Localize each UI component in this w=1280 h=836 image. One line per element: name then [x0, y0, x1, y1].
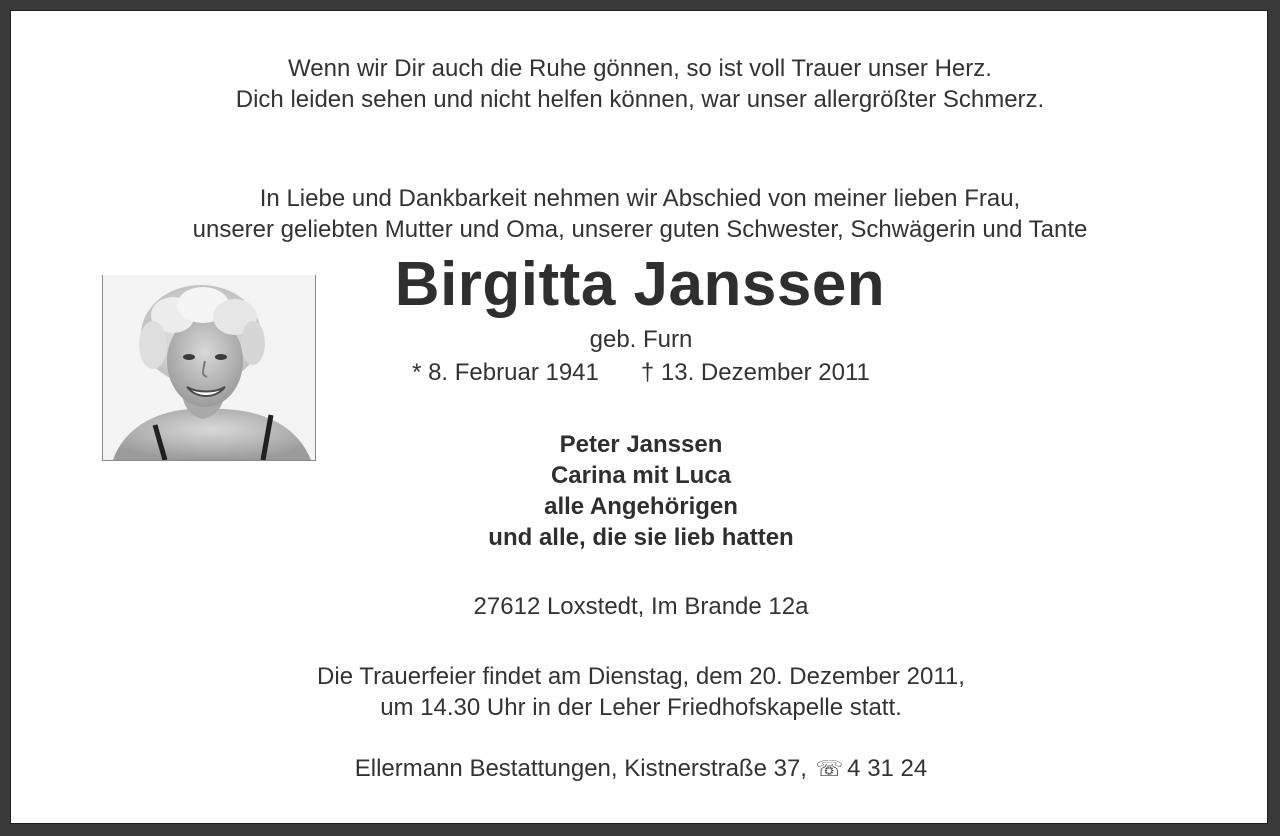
- mourner-1: Peter Janssen: [559, 431, 723, 458]
- obituary-notice: [10, 10, 1268, 824]
- portrait-photo: [102, 275, 316, 461]
- address-line: 27612 Loxstedt, Im Brande 12a: [473, 593, 809, 620]
- opening-verse: [11, 53, 1269, 115]
- intro-line-1: In Liebe und Dankbarkeit nehmen wir Abschied von meiner lieben Frau,: [259, 185, 1021, 212]
- mourner-2: Carina mit Luca: [550, 462, 732, 489]
- funeral-ceremony-info: [211, 661, 1071, 723]
- mourners-list: [311, 429, 971, 553]
- undertaker-info: [211, 753, 1071, 784]
- farewell-intro: [11, 183, 1269, 245]
- undertaker-text: Ellermann Bestattungen, Kistnerstraße 37,: [354, 755, 807, 782]
- death-date: † 13. Dezember 2011: [640, 359, 870, 386]
- mourner-4: und alle, die sie lieb hatten: [488, 524, 794, 551]
- ceremony-line-2: um 14.30 Uhr in der Leher Friedhofskapelle statt.: [380, 694, 902, 721]
- ceremony-line-1: Die Trauerfeier findet am Dienstag, dem 20. Dezember 2011,: [317, 663, 965, 690]
- undertaker-line: [211, 753, 1071, 784]
- verse-line-2: Dich leiden sehen und nicht helfen können, war unser allergrößter Schmerz.: [235, 86, 1045, 113]
- deceased-name: Birgitta Janssen: [394, 250, 886, 319]
- verse-line-1: Wenn wir Dir auch die Ruhe gönnen, so ist voll Trauer unser Herz.: [288, 55, 992, 82]
- undertaker-phone: 4 31 24: [847, 755, 928, 782]
- family-address: [311, 591, 971, 622]
- mourner-3: alle Angehörigen: [544, 493, 738, 520]
- maiden-name: geb. Furn: [589, 326, 693, 353]
- portrait-photo-image: [103, 275, 315, 460]
- birth-date: * 8. Februar 1941: [412, 359, 599, 386]
- intro-line-2: unserer geliebten Mutter und Oma, unserer guten Schwester, Schwägerin und Tante: [192, 216, 1088, 243]
- life-dates: [311, 357, 971, 389]
- telephone-icon: ☏: [815, 756, 844, 781]
